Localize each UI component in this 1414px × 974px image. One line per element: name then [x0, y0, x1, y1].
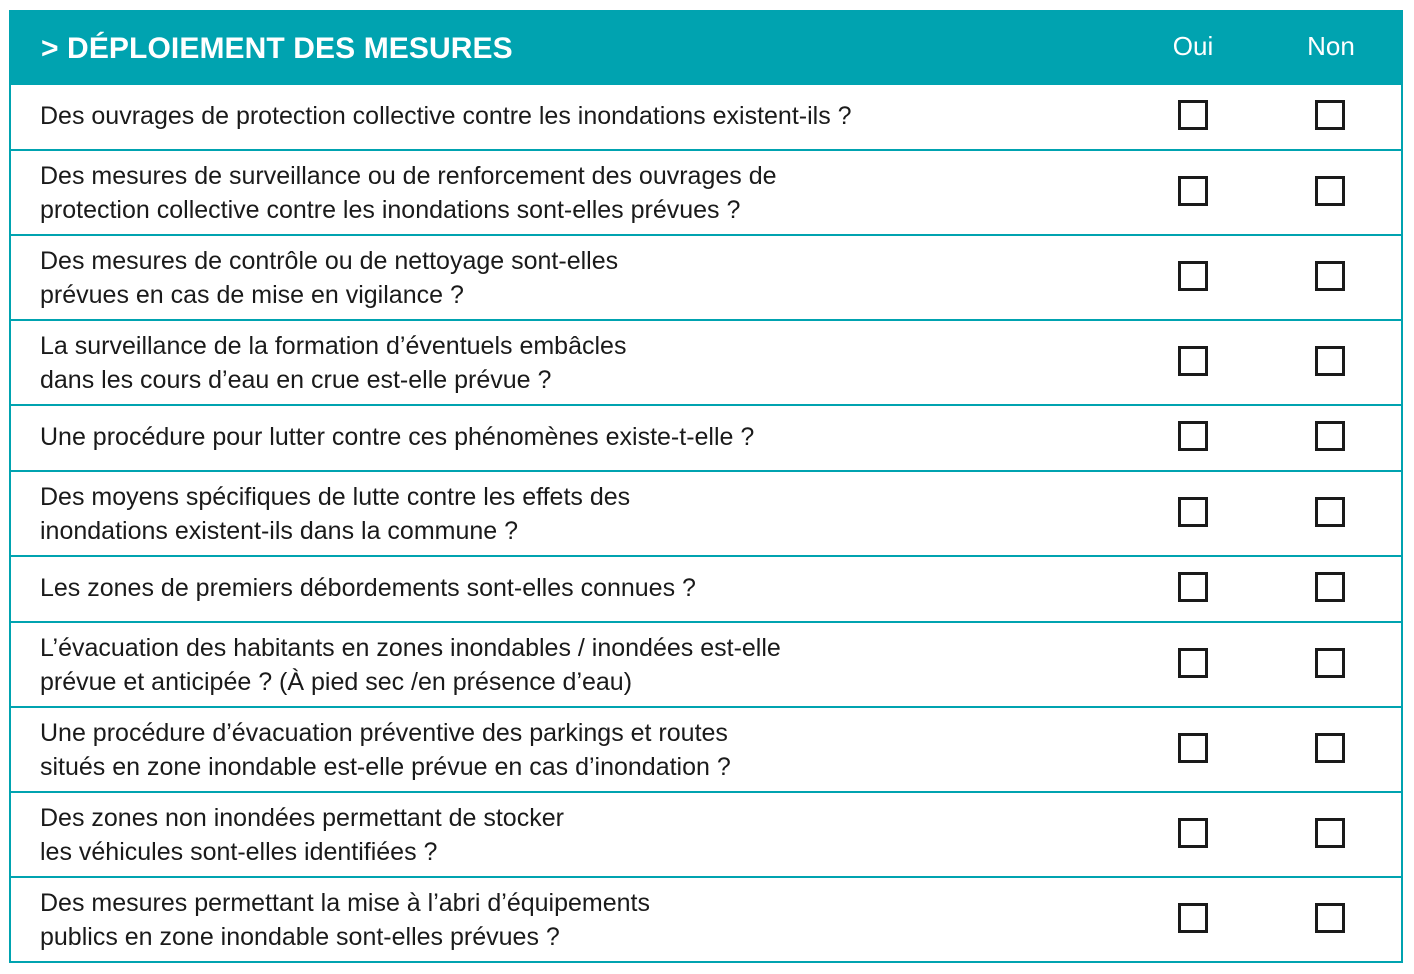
question-row [11, 621, 1401, 706]
question-row [11, 706, 1401, 791]
section-title: > DÉPLOIEMENT DES MESURES [41, 32, 513, 65]
question-row [11, 319, 1401, 404]
checkbox-oui[interactable] [1178, 261, 1208, 291]
checkbox-non[interactable] [1315, 176, 1345, 206]
checkbox-oui[interactable] [1178, 648, 1208, 678]
question-text: Des mesures de contrôle ou de nettoyage sont-elles prévues en cas de mise en vigilance ? [40, 247, 619, 309]
question-row [11, 234, 1401, 319]
checklist-header [9, 10, 1403, 83]
checkbox-oui[interactable] [1178, 346, 1208, 376]
checkbox-oui[interactable] [1178, 903, 1208, 933]
checkbox-non[interactable] [1315, 572, 1345, 602]
checkbox-oui[interactable] [1178, 818, 1208, 848]
checkbox-non[interactable] [1315, 818, 1345, 848]
checkbox-oui[interactable] [1178, 176, 1208, 206]
question-text: L’évacuation des habitants en zones inondables / inondées est-elle prévue et anticipée ? (À pied sec /en présence d’eau) [40, 634, 781, 696]
measures-checklist [9, 10, 1403, 963]
question-text: Des moyens spécifiques de lutte contre les effets des inondations existent-ils dans la commune ? [40, 483, 631, 545]
question-text: Des ouvrages de protection collective contre les inondations existent-ils ? [40, 102, 852, 130]
question-row [11, 470, 1401, 555]
checkbox-non[interactable] [1315, 733, 1345, 763]
checkbox-oui[interactable] [1178, 733, 1208, 763]
column-header-oui: Oui [1172, 31, 1214, 61]
checkbox-non[interactable] [1315, 261, 1345, 291]
checkbox-non[interactable] [1315, 648, 1345, 678]
question-row [11, 83, 1401, 149]
checkbox-oui[interactable] [1178, 497, 1208, 527]
checkbox-non[interactable] [1315, 497, 1345, 527]
question-row [11, 149, 1401, 234]
checkbox-non[interactable] [1315, 346, 1345, 376]
checkbox-oui[interactable] [1178, 421, 1208, 451]
question-text: Les zones de premiers débordements sont-elles connues ? [40, 574, 696, 602]
checkbox-oui[interactable] [1178, 100, 1208, 130]
question-list [11, 83, 1401, 961]
question-text: Une procédure d’évacuation préventive des parkings et routes situés en zone inondable est-elle prévue en cas d’inondation ? [40, 719, 731, 781]
question-text: La surveillance de la formation d’éventuels embâcles dans les cours d’eau en crue est-elle prévue ? [40, 332, 627, 394]
question-row [11, 555, 1401, 621]
checkbox-non[interactable] [1315, 100, 1345, 130]
question-text: Une procédure pour lutter contre ces phénomènes existe-t-elle ? [40, 423, 755, 451]
checkbox-non[interactable] [1315, 421, 1345, 451]
question-text: Des zones non inondées permettant de stocker les véhicules sont-elles identifiées ? [40, 804, 564, 866]
question-row [11, 876, 1401, 961]
question-row [11, 791, 1401, 876]
question-text: Des mesures permettant la mise à l’abri d’équipements publics en zone inondable sont-elles prévues ? [40, 889, 650, 951]
column-header-non: Non [1307, 31, 1355, 61]
question-text: Des mesures de surveillance ou de renforcement des ouvrages de protection collective contre les inondations sont-elles prévues ? [40, 162, 777, 224]
checkbox-non[interactable] [1315, 903, 1345, 933]
question-row [11, 404, 1401, 470]
checkbox-oui[interactable] [1178, 572, 1208, 602]
